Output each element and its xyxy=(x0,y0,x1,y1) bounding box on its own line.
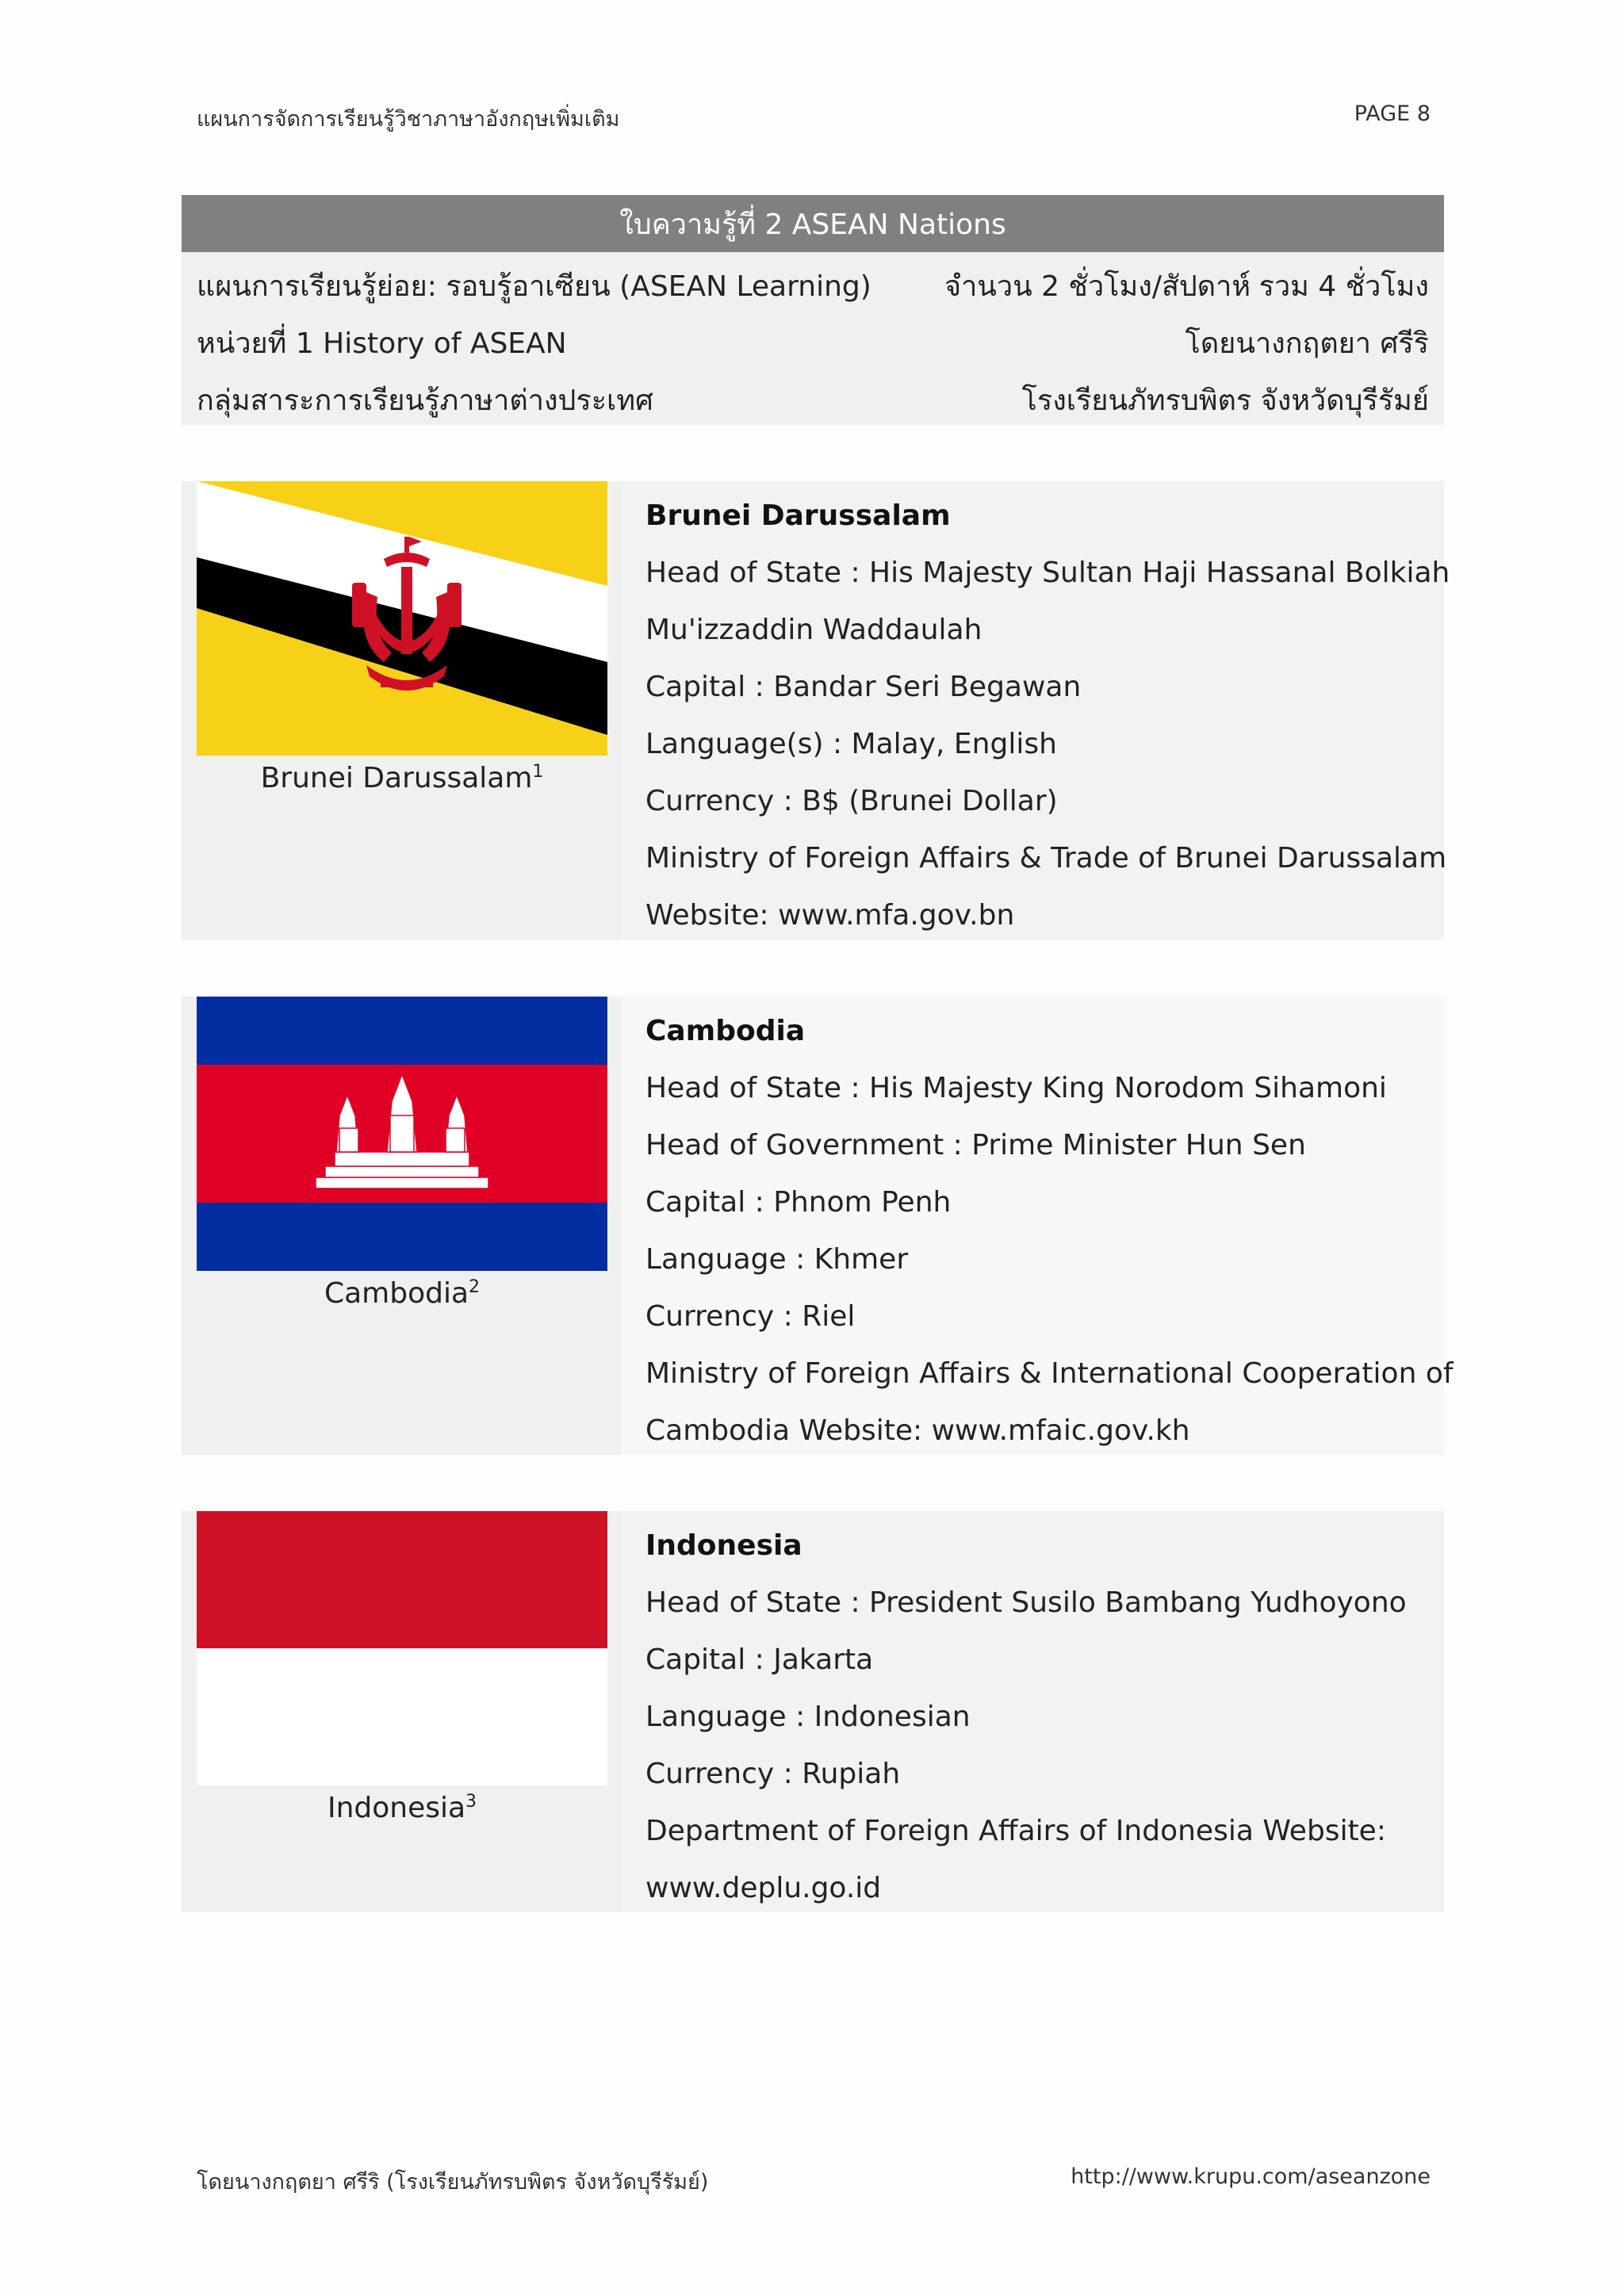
info-line: Head of State : His Majesty King Norodom Sihamoni xyxy=(645,1072,1387,1104)
info-line: Language : Indonesian xyxy=(645,1701,971,1733)
info-line: Currency : Rupiah xyxy=(645,1758,901,1790)
cambodia-flag xyxy=(197,997,607,1271)
info-line: www.deplu.go.id xyxy=(645,1872,882,1904)
unit-label: หน่วยที่ 1 History of ASEAN xyxy=(197,327,567,360)
hours-per-week: จำนวน 2 ชั่วโมง/สัปดาห์ xyxy=(944,270,1251,303)
flag-red-half xyxy=(197,1511,607,1648)
info-line: Capital : Phnom Penh xyxy=(645,1186,952,1219)
flag-column xyxy=(197,997,607,1310)
worksheet-header xyxy=(182,195,1444,425)
info-line: Capital : Jakarta xyxy=(645,1644,874,1676)
caption-text: Brunei Darussalam xyxy=(260,762,533,794)
info-line: Currency : B$ (Brunei Dollar) xyxy=(645,785,1058,817)
flag-caption xyxy=(197,762,607,794)
footnote-marker: 3 xyxy=(465,1792,477,1812)
subject-group: กลุ่มสาระการเรียนรู้ภาษาต่างประเทศ xyxy=(197,385,653,417)
info-line: Capital : Bandar Seri Begawan xyxy=(645,671,1082,703)
author-name: โดยนางกฤตยา ศรีริ xyxy=(1185,327,1429,360)
info-line: Currency : Riel xyxy=(645,1300,856,1333)
header-row-2 xyxy=(182,309,1444,366)
header-row-1 xyxy=(182,252,1444,309)
caption-text: Cambodia xyxy=(324,1277,469,1310)
info-line: Language : Khmer xyxy=(645,1243,909,1276)
country-card-brunei xyxy=(182,481,1450,939)
indonesia-flag xyxy=(197,1511,607,1785)
country-card-cambodia xyxy=(182,997,1454,1455)
sub-plan-label: แผนการเรียนรู้ย่อย: รอบรู้อาเซียน (ASEAN Learning) xyxy=(197,270,871,303)
country-name: Indonesia xyxy=(645,1529,802,1562)
country-info xyxy=(621,997,1454,1455)
footer-author: โดยนางกฤตยา ศรีริ (โรงเรียนภัทรบพิตร จังหวัดบุรีรัมย์) xyxy=(197,2170,709,2195)
footnote-marker: 1 xyxy=(532,762,544,782)
flag-caption xyxy=(197,1277,607,1310)
worksheet-title: ใบความรู้ที่ 2 ASEAN Nations xyxy=(182,195,1444,252)
flag-white-half xyxy=(197,1648,607,1785)
country-card-indonesia xyxy=(182,1511,1444,1912)
header-row-3 xyxy=(182,366,1444,423)
brunei-flag xyxy=(197,481,607,756)
footnote-marker: 2 xyxy=(469,1277,481,1297)
info-line: Head of State : President Susilo Bambang Yudhoyono xyxy=(645,1586,1407,1619)
running-head-title: แผนการจัดการเรียนรู้วิชาภาษาอังกฤษเพิ่มเติม xyxy=(197,107,620,132)
info-line: Ministry of Foreign Affairs & International Cooperation of xyxy=(645,1357,1454,1390)
total-hours: รวม 4 ชั่วโมง xyxy=(1258,270,1429,303)
country-name: Brunei Darussalam xyxy=(645,499,951,532)
info-line: Department of Foreign Affairs of Indonesia Website: xyxy=(645,1815,1386,1847)
page-number: PAGE 8 xyxy=(1354,101,1431,126)
flag-column xyxy=(197,481,607,794)
info-line: Head of State : His Majesty Sultan Haji Hassanal Bolkiah xyxy=(645,557,1450,589)
flag-blue-bottom xyxy=(197,1203,607,1271)
flag-column xyxy=(197,1511,607,1824)
info-line: Cambodia Website: www.mfaic.gov.kh xyxy=(645,1414,1190,1447)
info-line: Website: www.mfa.gov.bn xyxy=(645,899,1015,932)
school-name: โรงเรียนภัทรบพิตร จังหวัดบุรีรัมย์ xyxy=(1021,385,1429,417)
country-info xyxy=(621,1511,1444,1912)
caption-text: Indonesia xyxy=(327,1792,466,1824)
country-name: Cambodia xyxy=(645,1015,806,1047)
flag-blue-top xyxy=(197,997,607,1065)
flag-caption xyxy=(197,1792,607,1824)
info-line: Ministry of Foreign Affairs & Trade of Brunei Darussalam xyxy=(645,842,1447,874)
footer-url[interactable]: http://www.krupu.com/aseanzone xyxy=(1071,2164,1431,2189)
info-line: Mu'izzaddin Waddaulah xyxy=(645,614,982,646)
country-info xyxy=(621,481,1450,939)
info-line: Head of Government : Prime Minister Hun Sen xyxy=(645,1129,1306,1161)
info-line: Language(s) : Malay, English xyxy=(645,728,1057,760)
